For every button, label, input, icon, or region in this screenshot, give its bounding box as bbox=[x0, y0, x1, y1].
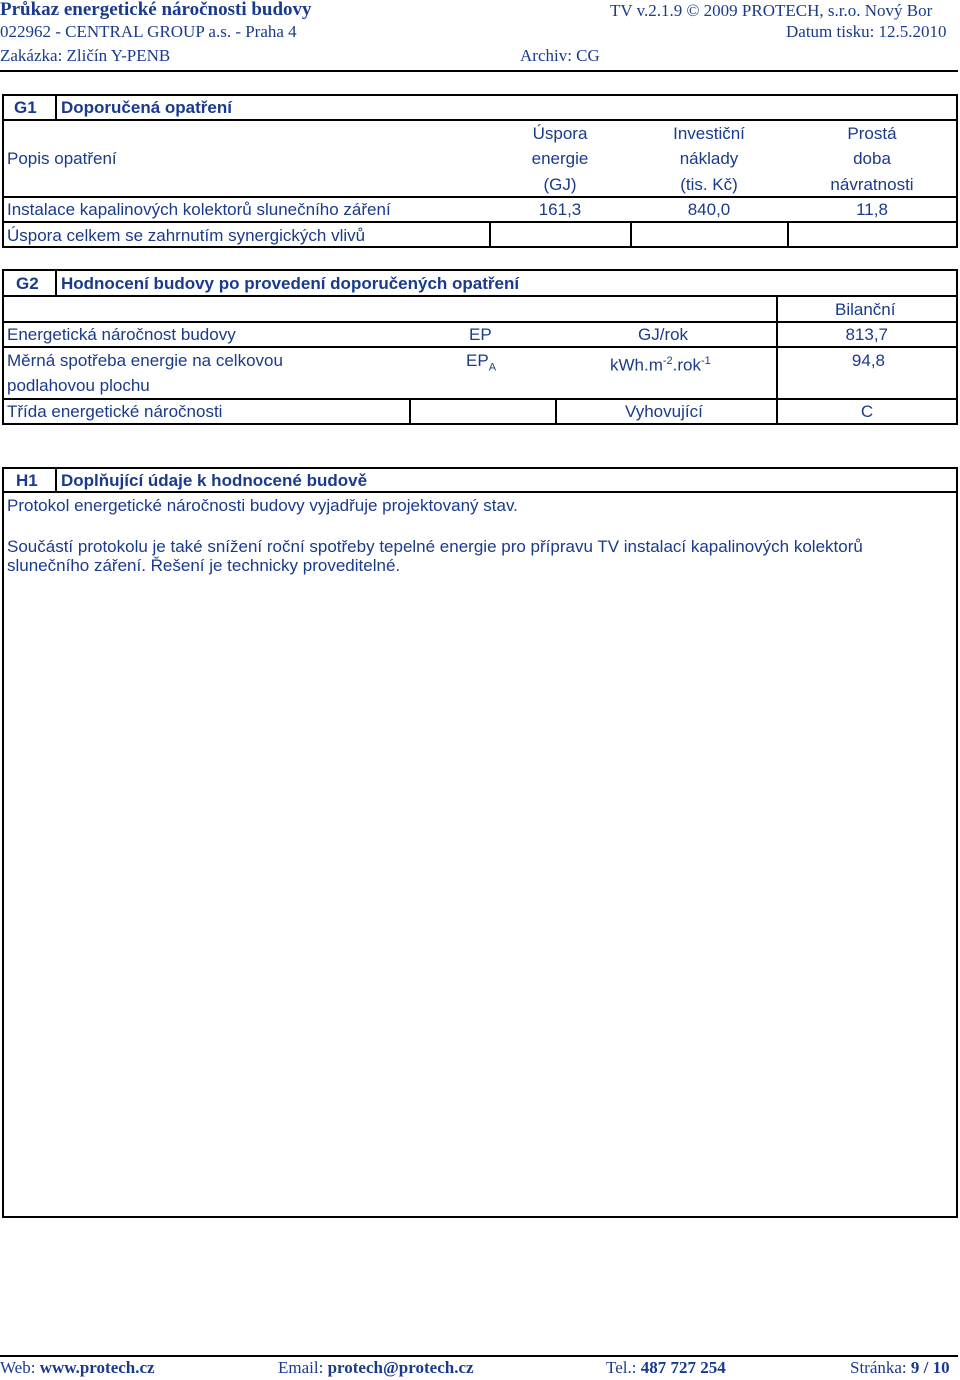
col-header-savings-line3: (GJ) bbox=[543, 175, 577, 194]
col-header-payback-line2: doba bbox=[853, 149, 891, 168]
g1-title: Doporučená opatření bbox=[61, 98, 232, 117]
h1-title: Doplňující údaje k hodnocené budově bbox=[61, 471, 368, 490]
h1-frame bbox=[2, 467, 958, 1218]
col-header-costs-line2: náklady bbox=[679, 149, 739, 168]
phone-number: 487 727 254 bbox=[640, 1358, 726, 1377]
footer-page: Stránka: 9 / 10 bbox=[850, 1358, 950, 1377]
specific-consumption-value: 94,8 bbox=[851, 351, 885, 370]
software-version: TV v.2.1.9 © 2009 PROTECH, s.r.o. Nový Bor bbox=[610, 1, 933, 20]
h1-paragraph-2-line-2: slunečního záření. Řešení je technicky proveditelné. bbox=[7, 556, 401, 575]
page-number: 9 / 10 bbox=[910, 1358, 950, 1377]
print-date: Datum tisku: 12.5.2010 bbox=[786, 22, 947, 41]
h1-paragraph-2-line-1: Součástí protokolu je také snížení roční spotřeby tepelné energie pro přípravu TV instalací kapalinových kolektorů bbox=[7, 537, 863, 556]
energy-class-verdict: Vyhovující bbox=[625, 402, 703, 421]
specific-consumption-label: Měrná spotřeba energie na celkovou bbox=[7, 351, 283, 370]
energy-demand-value: 813,7 bbox=[845, 325, 888, 344]
specific-consumption-label-line2: podlahovou plochu bbox=[7, 376, 150, 395]
project-code: 022962 - CENTRAL GROUP a.s. - Praha 4 bbox=[0, 22, 297, 41]
footer-web: Web: www.protech.cz bbox=[0, 1358, 155, 1377]
g2-code: G2 bbox=[16, 274, 39, 293]
order-name: Zakázka: Zličín Y-PENB bbox=[0, 46, 171, 65]
header-rule bbox=[0, 70, 958, 72]
energy-demand-label: Energetická náročnost budovy bbox=[7, 325, 236, 344]
footer-email: Email: protech@protech.cz bbox=[278, 1358, 474, 1377]
web-link[interactable]: www.protech.cz bbox=[39, 1358, 155, 1377]
energy-class-label: Třída energetické náročnosti bbox=[7, 402, 223, 421]
energy-demand-symbol: EP bbox=[469, 325, 492, 344]
measure-description: Instalace kapalinových kolektorů slunečního záření bbox=[7, 200, 391, 219]
specific-consumption-symbol: $EP_A$ bbox=[466, 351, 497, 374]
measure-payback: 11,8 bbox=[856, 200, 888, 219]
document-title: Průkaz energetické náročnosti budovy bbox=[0, 0, 312, 20]
col-header-balance: Bilanční bbox=[835, 300, 896, 319]
h1-code: H1 bbox=[16, 471, 38, 490]
col-header-costs-line3: (tis. Kč) bbox=[680, 175, 738, 194]
col-header-description: Popis opatření bbox=[7, 149, 117, 168]
measure-savings: 161,3 bbox=[538, 200, 582, 219]
energy-demand-unit: GJ/rok bbox=[638, 325, 689, 344]
col-header-payback-line3: návratnosti bbox=[830, 175, 914, 194]
email-link[interactable]: protech@protech.cz bbox=[327, 1358, 474, 1377]
total-savings-label: Úspora celkem se zahrnutím synergických vlivů bbox=[7, 226, 366, 245]
col-header-payback-line1: Prostá bbox=[847, 124, 897, 143]
g2-title: Hodnocení budovy po provedení doporučených opatření bbox=[61, 274, 520, 293]
g1-code: G1 bbox=[14, 98, 37, 117]
footer-rule bbox=[0, 1355, 958, 1357]
col-header-savings-line2: energie bbox=[531, 149, 589, 168]
archive-name: Archiv: CG bbox=[520, 46, 600, 65]
energy-class-value: C bbox=[860, 402, 874, 421]
col-header-savings-line1: Úspora bbox=[532, 124, 588, 143]
measure-costs: 840,0 bbox=[687, 200, 731, 219]
specific-consumption-unit: $kWh.m^{-2}.rok^{-1}$ bbox=[610, 355, 711, 375]
col-header-costs-line1: Investiční bbox=[673, 124, 745, 143]
footer-phone: Tel.: 487 727 254 bbox=[606, 1358, 726, 1377]
h1-paragraph-1: Protokol energetické náročnosti budovy vyjadřuje projektovaný stav. bbox=[7, 496, 518, 515]
